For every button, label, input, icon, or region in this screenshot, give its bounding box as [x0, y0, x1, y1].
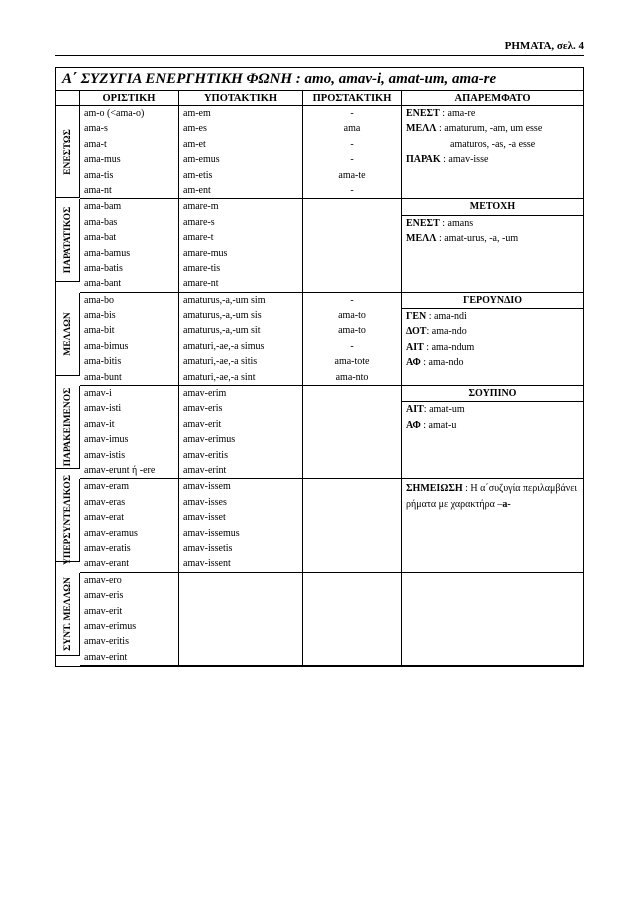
note-emphasis: a-	[502, 499, 511, 511]
form-line: amare-nt	[183, 278, 219, 290]
form-line: amav-eris	[183, 403, 223, 415]
gerund-accusative: ΑΙΤ : ama-ndum	[406, 341, 475, 353]
form-line: amare-m	[183, 201, 219, 213]
form-line: amav-it	[84, 418, 115, 430]
form-line: amav-eritis	[183, 449, 228, 461]
tense-label-pluperfect: ΥΠΕΡΣΥΝΤΕΛΙΚΟΣ	[56, 479, 80, 562]
form-line: amaturi,-ae,-a sitis	[183, 356, 258, 368]
future-subjunctive	[179, 293, 303, 386]
supine-title: ΣΟΥΠΙΝΟ	[402, 386, 583, 402]
form-line: amav-issem	[183, 481, 231, 493]
infinitive-future: ΜΕΛΛ : amaturum, -am, um esse	[406, 123, 543, 135]
column-header-indicative: ΟΡΙΣΤΙΚΗ	[80, 91, 179, 106]
form-line: ama	[343, 123, 361, 135]
pluperfect-imperative	[303, 479, 402, 572]
form-line: amav-erunt ή -ere	[84, 464, 156, 476]
conjugation-grid	[56, 91, 583, 666]
supine-accusative: ΑΙΤ: amat-um	[406, 404, 465, 416]
form-line: ama-to	[338, 325, 366, 337]
present-indicative	[80, 106, 179, 199]
tense-label-future-perfect: ΣΥΝΤ. ΜΕΛΛΩΝ	[56, 573, 80, 656]
supine-ablative: ΑΦ : amat-u	[406, 419, 457, 431]
form-line: amav-imus	[84, 434, 129, 446]
page-header: ΡΗΜΑΤΑ, σελ. 4	[504, 40, 584, 52]
future-perfect-imperative	[303, 573, 402, 666]
form-line: ama-bit	[84, 325, 115, 337]
tense-label-present: ΕΝΕΣΤΩΣ	[56, 106, 80, 198]
form-line: amav-issemus	[183, 527, 240, 539]
gerund-title: ΓΕΡΟΥΝΔΙΟ	[402, 293, 583, 309]
form-line: ama-tis	[84, 169, 114, 181]
column-header-imperative: ΠΡΟΣΤΑΚΤΙΚΗ	[303, 91, 402, 106]
conjugation-table	[55, 67, 584, 667]
note-cell	[402, 479, 583, 572]
present-imperative	[303, 106, 402, 199]
form-line: amav-eritis	[84, 636, 129, 648]
gerund-cell	[402, 293, 583, 386]
form-line: amav-erit	[183, 418, 222, 430]
form-line: am-ent	[183, 184, 211, 196]
future-perfect-subjunctive	[179, 573, 303, 666]
form-line: amav-erint	[183, 464, 227, 476]
participle-future: ΜΕΛΛ : amat-urus, -a, -um	[406, 233, 519, 245]
form-line: amav-eramus	[84, 527, 138, 539]
form-line: amaturi,-ae,-a simus	[183, 340, 265, 352]
infinitive-cell	[402, 106, 583, 199]
form-line: amare-mus	[183, 247, 228, 259]
form-line: amav-erint	[84, 651, 128, 663]
form-line: amaturus,-a,-um sit	[183, 325, 261, 337]
form-line: -	[350, 294, 354, 306]
form-line: amav-istis	[84, 449, 126, 461]
form-line: am-o (<ama-o)	[84, 108, 145, 119]
form-line: am-es	[183, 123, 207, 135]
tense-label-imperfect: ΠΑΡΑΤΑΤΙΚΟΣ	[56, 199, 80, 282]
form-line: amav-eratis	[84, 542, 131, 554]
form-line: ama-tote	[334, 356, 370, 368]
participle-cell	[402, 199, 583, 292]
form-line: amav-erimus	[84, 620, 137, 632]
form-line: ama-bat	[84, 232, 117, 244]
form-line: ama-bamus	[84, 247, 131, 259]
form-line: amav-ero	[84, 574, 122, 586]
form-line: am-etis	[183, 169, 213, 181]
infinitive-present: ΕΝΕΣΤ : ama-re	[406, 108, 476, 119]
corner-cell	[56, 91, 80, 106]
column-header-subjunctive: ΥΠΟΤΑΚΤΙΚΗ	[179, 91, 303, 106]
form-line: amav-eris	[84, 590, 124, 602]
tense-label-future: ΜΕΛΛΩΝ	[56, 293, 80, 376]
imperfect-subjunctive	[179, 199, 303, 292]
participle-title: ΜΕΤΟΧΗ	[402, 199, 583, 215]
form-line: -	[350, 184, 354, 196]
table-title: Α΄ ΣΥΖΥΓΙΑ ΕΝΕΡΓΗΤΙΚΗ ΦΩΝΗ : amo, amav-i, amat-um, ama-re	[56, 68, 583, 91]
form-line: ama-bam	[84, 201, 122, 213]
form-line: amav-issent	[183, 558, 231, 570]
infinitive-perfect: ΠΑΡΑΚ : amav-isse	[406, 154, 489, 166]
form-line: ama-nt	[84, 184, 112, 196]
form-line: ama-bas	[84, 216, 118, 228]
pluperfect-subjunctive	[179, 479, 303, 572]
tense-label-perfect: ΠΑΡΑΚΕΙΜΕΝΟΣ	[56, 386, 80, 469]
form-line: ama-bant	[84, 278, 122, 290]
form-line: am-et	[183, 138, 206, 150]
future-imperative	[303, 293, 402, 386]
header-rule	[55, 55, 584, 56]
supine-cell	[402, 386, 583, 479]
form-line: ama-bimus	[84, 340, 129, 352]
form-line: -	[350, 154, 354, 166]
gerund-genitive: ΓΕΝ : ama-ndi	[406, 311, 467, 323]
perfect-subjunctive	[179, 386, 303, 479]
form-line: ama-nto	[335, 371, 369, 383]
form-line: amav-erant	[84, 558, 129, 570]
form-line: amav-erit	[84, 605, 123, 617]
form-line: ama-bitis	[84, 356, 122, 368]
form-line: ama-bis	[84, 310, 116, 322]
column-header-infinitive: ΑΠΑΡΕΜΦΑΤΟ	[402, 91, 583, 106]
form-line: amare-tis	[183, 262, 221, 274]
future-perfect-indicative	[80, 573, 179, 666]
form-line: amav-isses	[183, 496, 227, 508]
gerund-ablative: ΑΦ : ama-ndo	[406, 357, 464, 369]
form-line: am-em	[183, 108, 211, 119]
form-line: amav-isti	[84, 403, 122, 415]
form-line: amav-erim	[183, 388, 227, 400]
form-line: ama-mus	[84, 154, 121, 166]
form-line: ama-t	[84, 138, 107, 150]
gerund-dative: ΔΟΤ: ama-ndo	[406, 326, 467, 338]
form-line: amav-erimus	[183, 434, 236, 446]
pluperfect-indicative	[80, 479, 179, 572]
form-line: ama-batis	[84, 262, 123, 274]
form-line: -	[350, 108, 354, 119]
form-line: am-emus	[183, 154, 220, 166]
imperfect-indicative	[80, 199, 179, 292]
imperfect-imperative	[303, 199, 402, 292]
form-line: amav-erat	[84, 512, 124, 524]
present-subjunctive	[179, 106, 303, 199]
form-line: amaturi,-ae,-a sint	[183, 371, 256, 383]
form-line: ama-te	[338, 169, 366, 181]
perfect-indicative	[80, 386, 179, 479]
form-line: amaturus,-a,-um sim	[183, 294, 266, 306]
form-line: amav-eras	[84, 496, 126, 508]
form-line: amav-isset	[183, 512, 226, 524]
form-line: -	[350, 340, 354, 352]
form-line: amaturus,-a,-um sis	[183, 310, 262, 322]
infinitive-future-plural: amaturos, -as, -a esse	[450, 138, 536, 150]
note-text: : Η α΄συζυγία περιλαμβάνει ρήματα με χαρακτήρα –	[406, 483, 578, 511]
future-perfect-empty	[402, 573, 583, 666]
form-line: amav-eram	[84, 481, 129, 493]
form-line: amav-i	[84, 388, 112, 400]
perfect-imperative	[303, 386, 402, 479]
form-line: amav-issetis	[183, 542, 233, 554]
form-line: ama-s	[84, 123, 108, 135]
form-line: -	[350, 138, 354, 150]
participle-present: ΕΝΕΣΤ : amans	[406, 217, 474, 229]
form-line: amare-s	[183, 216, 215, 228]
future-indicative	[80, 293, 179, 386]
note-label: ΣΗΜΕΙΩΣΗ	[406, 483, 463, 495]
form-line: amare-t	[183, 232, 214, 244]
form-line: ama-to	[338, 310, 366, 322]
form-line: ama-bunt	[84, 371, 122, 383]
form-line: ama-bo	[84, 294, 114, 306]
